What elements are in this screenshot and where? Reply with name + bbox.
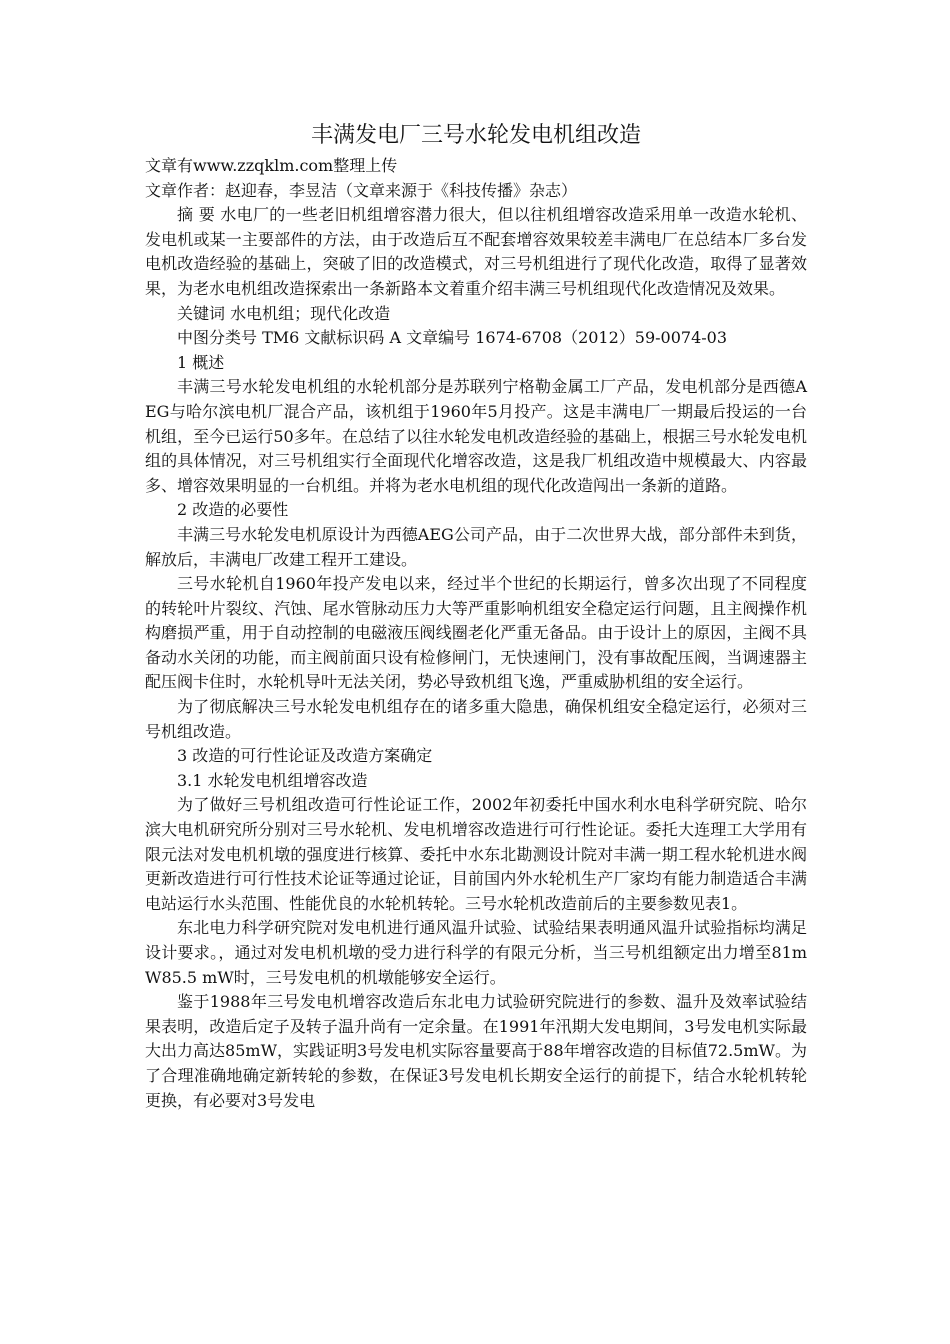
section-3-heading: 3 改造的可行性论证及改造方案确定 xyxy=(177,746,433,766)
classification-line: 中图分类号 TM6 文献标识码 A 文章编号 1674-6708（2012）59-0074-03 xyxy=(177,328,728,348)
author-line: 文章作者：赵迎春，李昱洁（文章来源于《科技传播》杂志） xyxy=(145,180,578,200)
document-page xyxy=(145,118,807,1113)
document-title: 丰满发电厂三号水轮发电机组改造 xyxy=(310,123,641,148)
section-2-paragraph-1: 丰满三号水轮发电机原设计为西德AEG公司产品，由于二次世界大战，部分部件未到货，解放后，丰满电厂改建工程开工建设。 xyxy=(145,524,807,569)
section-1-paragraph-1: 丰满三号水轮发电机组的水轮机部分是苏联列宁格勒金属工厂产品，发电机部分是西德AEG与哈尔滨电机厂混合产品，该机组于1960年5月投产。这是丰满电厂一期最后投运的一台机组，至今已运行50多年。在总结了以往水轮发电机改造经验的基础上，根据三号水轮发电机组的具体情况，对三号机组实行全面现代化增容改造，这是我厂机组改造中规模最大、内容最多、增容效果明显的一台机组。并将为老水电机组的现代化改造闯出一条新的道路。 xyxy=(145,377,807,495)
keywords-line: 关键词 水电机组；现代化改造 xyxy=(177,303,391,323)
abstract-paragraph: 摘 要 水电厂的一些老旧机组增容潜力很大，但以往机组增容改造采用单一改造水轮机、发电机或某一主要部件的方法，由于改造后互不配套增容效果较差丰满电厂在总结本厂多台发电机改造经验的基础上，突破了旧的改造模式，对三号机组进行了现代化改造，取得了显著效果，为老水电机组改造探索出一条新路本文着重介绍丰满三号机组现代化改造情况及效果。 xyxy=(145,205,807,298)
section-2-paragraph-3: 为了彻底解决三号水轮发电机组存在的诸多重大隐患，确保机组安全稳定运行，必须对三号机组改造。 xyxy=(145,697,807,741)
source-line: 文章有www.zzqklm.com整理上传 xyxy=(145,156,398,175)
section-2-paragraph-2: 三号水轮机自1960年投产发电以来，经过半个世纪的长期运行，曾多次出现了不同程度的转轮叶片裂纹、汽蚀、尾水管脉动压力大等严重影响机组安全稳定运行问题，且主阀操作机构磨损严重，用于自动控制的电磁液压阀线圈老化严重无备品。由于设计上的原因，主阀不具备动水关闭的功能，而主阀前面只设有检修闸门，无快速闸门，没有事故配压阀，当调速器主配压阀卡住时，水轮机导叶无法关闭，势必导致机组飞逸，严重威胁机组的安全运行。 xyxy=(145,574,807,692)
section-2-heading: 2 改造的必要性 xyxy=(177,500,289,520)
section-3-1-paragraph-3: 鉴于1988年三号发电机增容改造后东北电力试验研究院进行的参数、温升及效率试验结果表明，改造后定子及转子温升尚有一定余量。在1991年汛期大发电期间，3号发电机实际最大出力高达85mW，实践证明3号发电机实际容量要高于88年增容改造的目标值72.5mW。为了合理准确地确定新转轮的参数，在保证3号发电机长期安全运行的前提下，结合水轮机转轮更换，有必要对3号发电 xyxy=(145,992,807,1110)
section-3-1-heading: 3.1 水轮发电机组增容改造 xyxy=(177,770,368,790)
section-3-1-paragraph-1: 为了做好三号机组改造可行性论证工作，2002年初委托中国水利水电科学研究院、哈尔滨大电机研究所分别对三号水轮机、发电机增容改造进行可行性论证。委托大连理工大学用有限元法对发电机机墩的强度进行核算、委托中水东北勘测设计院对丰满一期工程水轮机进水阀更新改造进行可行性技术论证等通过论证，目前国内外水轮机生产厂家均有能力制造适合丰满电站运行水头范围、性能优良的水轮机转轮。三号水轮机改造前后的主要参数见表1。 xyxy=(145,795,807,913)
section-1-heading: 1 概述 xyxy=(177,352,225,372)
section-3-1-paragraph-2: 东北电力科学研究院对发电机进行通风温升试验、试验结果表明通风温升试验指标均满足设计要求。，通过对发电机机墩的受力进行科学的有限元分析，当三号机组额定出力增至81mW85.5 mW时，三号发电机的机墩能够安全运行。 xyxy=(145,918,807,987)
